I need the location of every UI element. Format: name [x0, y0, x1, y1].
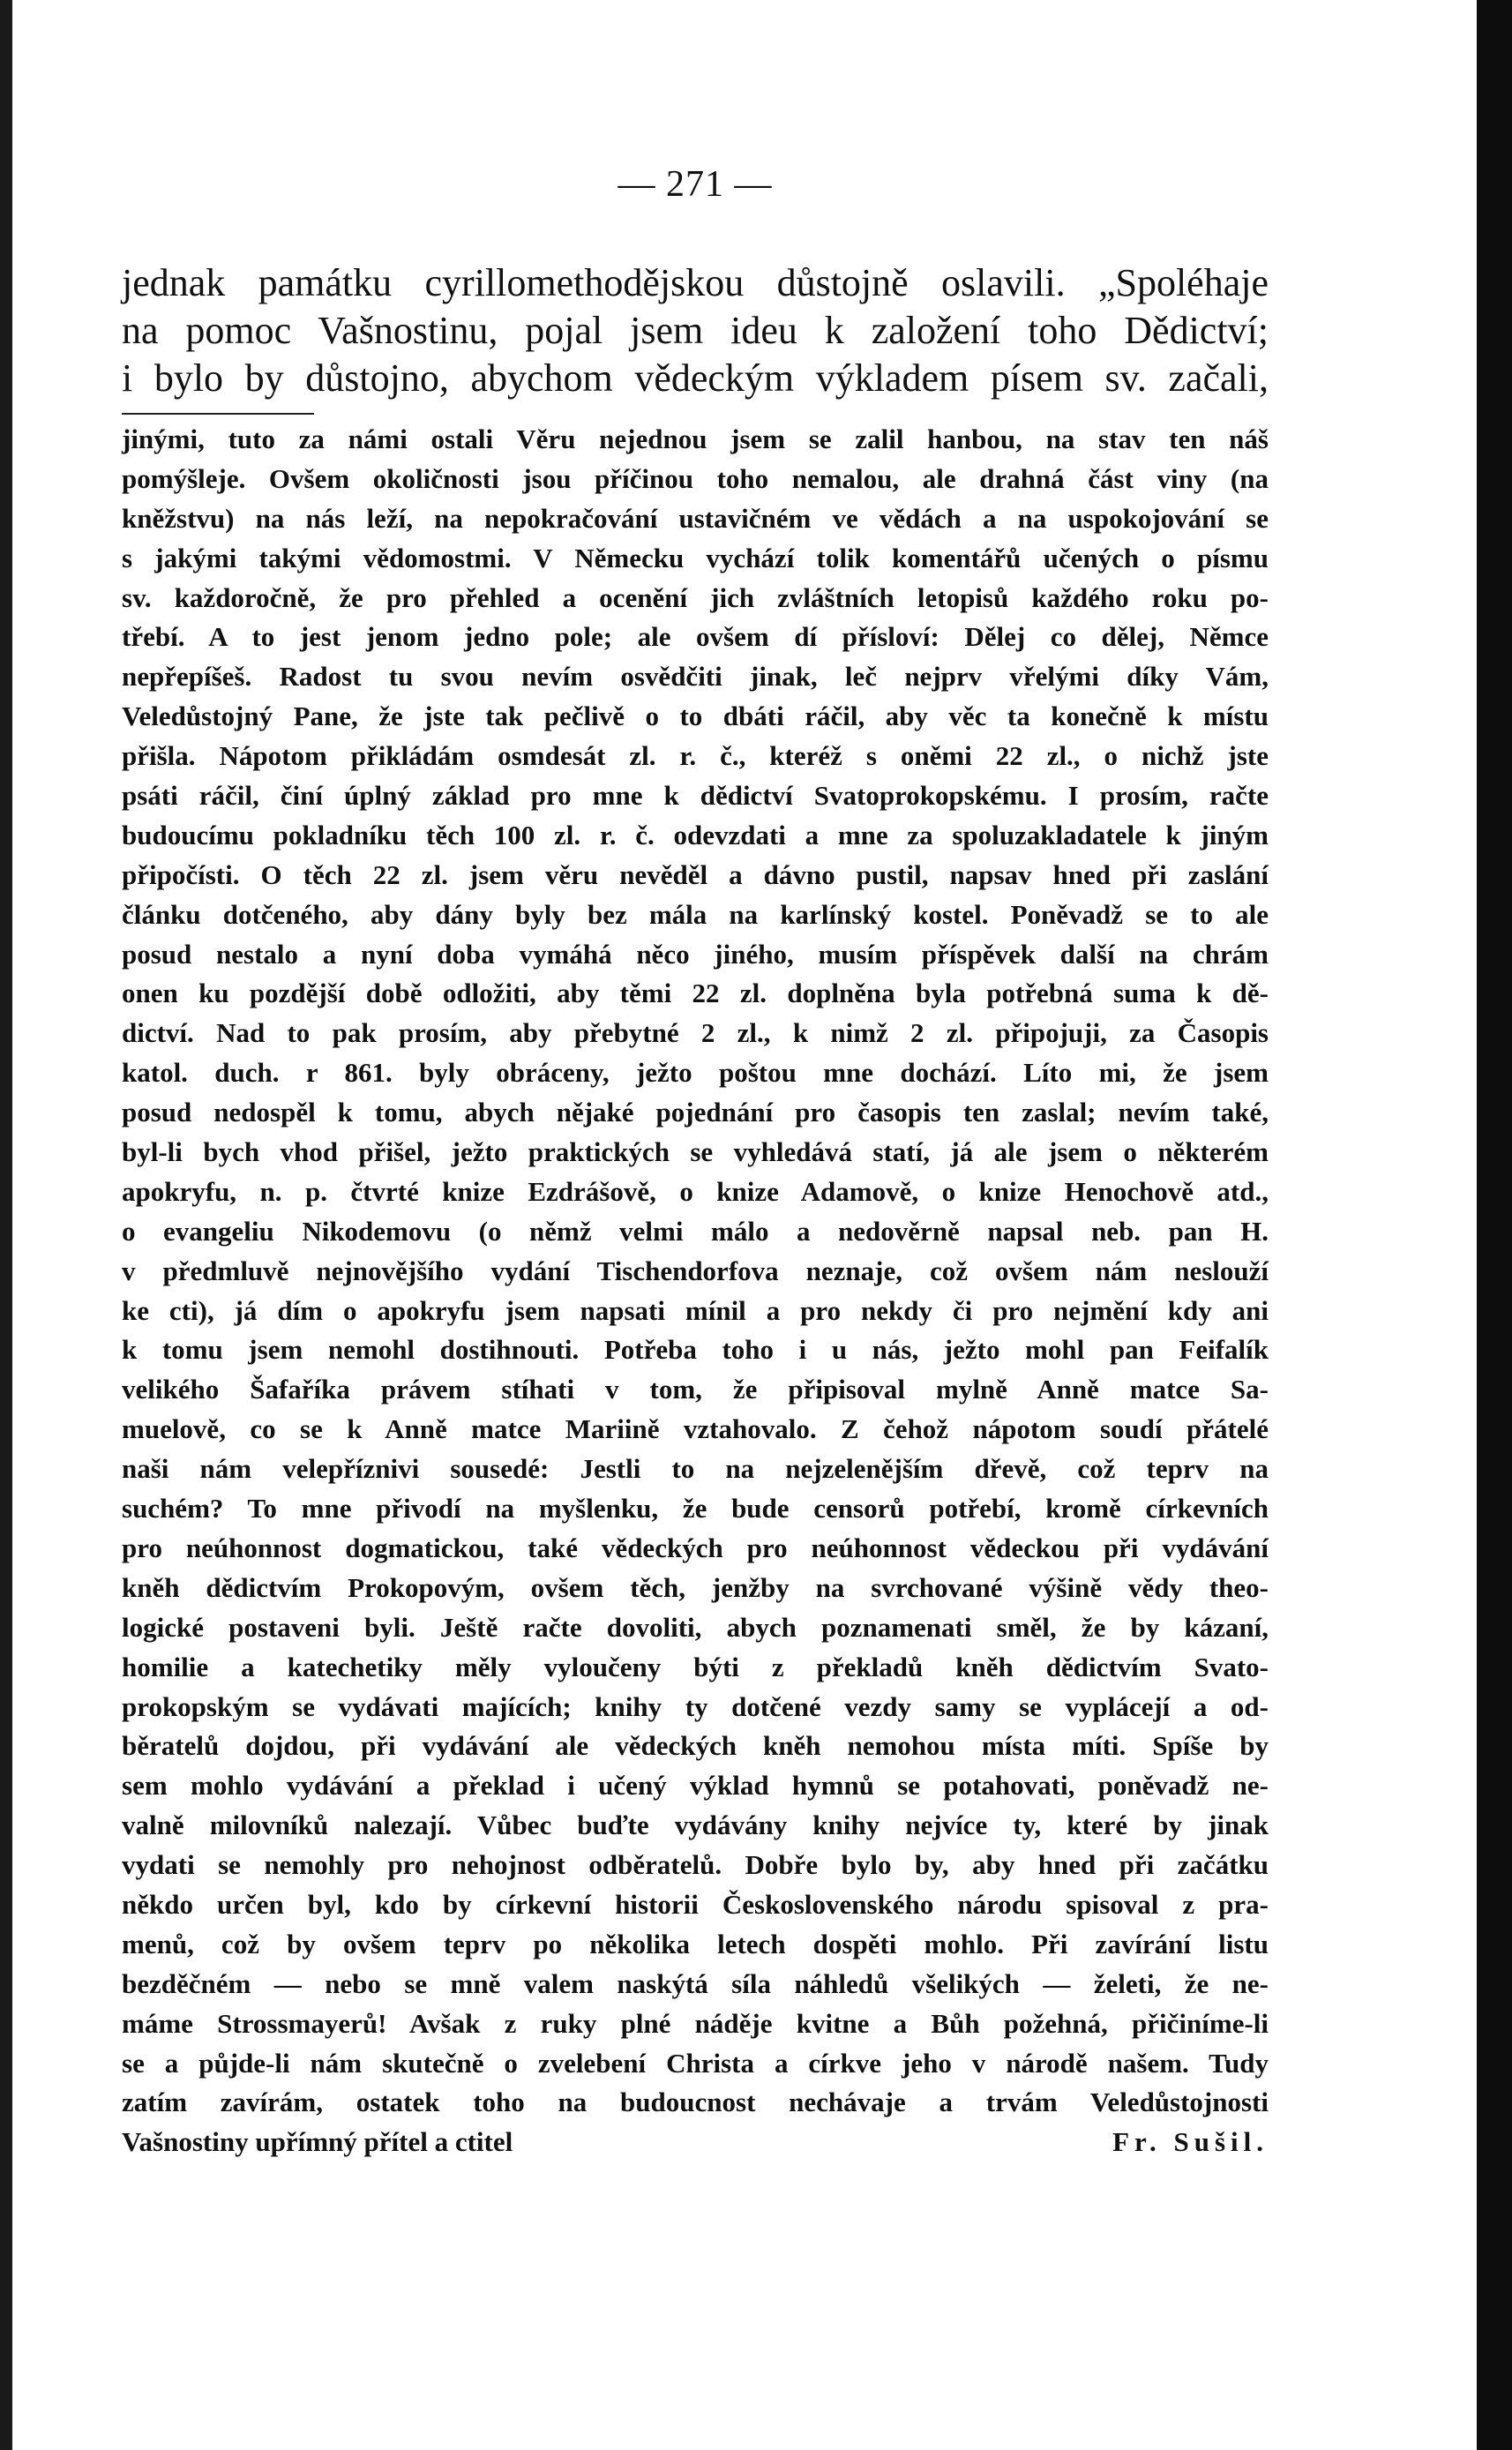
footnote-line: v předmluvě nejnovějšího vydání Tischendorfova neznaje, což ovšem nám neslouží [122, 1255, 1269, 1286]
footnote-line: menů, což by ovšem teprv po několika letech dospěti mohlo. Při zavírání listu [122, 1928, 1269, 1959]
footnote-line: byl-li bych vhod přišel, ježto praktických se vyhledává statí, já ale jsem o některém [122, 1136, 1269, 1168]
footnote-line: k tomu jsem nemohl dostihnouti. Potřeba toho i u nás, ježto mohl pan Feifalík [122, 1334, 1269, 1366]
text-line: i bylo by důstojno, abychom vědeckým výkladem písem sv. začali, [122, 356, 1269, 400]
footnote-line: běratelů dojdou, při vydávání ale vědeckých kněh nemohou místa míti. Spíše by [122, 1730, 1269, 1762]
footnote-line: valně milovníků nalezají. Vůbec buďte vydávány knihy nejvíce ty, které by jinak [122, 1809, 1269, 1841]
footnote-line: přišla. Nápotom přikládám osmdesát zl. r. č., kteréž s oněmi 22 zl., o nichž jste [122, 740, 1269, 772]
footnote-line: jinými, tuto za námi ostali Věru nejednou jsem se zalil hanbou, na stav ten náš [122, 423, 1269, 454]
footnote-line: sem mohlo vydávání a překlad i učený výklad hymnů se potahovati, poněvadž ne- [122, 1770, 1269, 1802]
footnote-line: naši nám velepříznivi sousedé: Jestli to na nejzelenějším dřevě, což teprv na [122, 1453, 1269, 1485]
footnote-line: nepřepíšeš. Radost tu svou nevím osvědčiti jinak, leč nejprv vřelými díky Vám, [122, 661, 1269, 693]
footnote-line: onen ku pozdější době odložiti, aby těmi 22 zl. doplněna byla potřebná suma k dě- [122, 978, 1269, 1009]
footnote-line: připočísti. O těch 22 zl. jsem věru nevěděl a dávno pustil, napsav hned při zaslání [122, 858, 1269, 890]
footnote-separator [122, 413, 314, 415]
footnote-line: homilie a katechetiky měly vyloučeny býti z překladů kněh dědictvím Svato- [122, 1651, 1269, 1682]
footnote-line: bezděčném — nebo se mně valem naskýtá síla náhledů všelikých — želeti, že ne- [122, 1967, 1269, 1999]
author-signature: Fr. Sušil. [1112, 2126, 1269, 2158]
footnote-text [122, 420, 1269, 2162]
closing-salutation: Vašnostiny upřímný přítel a ctitel [122, 2126, 513, 2158]
footnote-line: kněžstvu) na nás leží, na nepokračování ustavičném ve vědách a na uspokojování se [122, 502, 1269, 534]
footnote-line: apokryfu, n. p. čtvrté knize Ezdrášově, o knize Adamově, o knize Henochově atd., [122, 1175, 1269, 1207]
footnote-line: muelově, co se k Anně matce Mariině vztahovalo. Z čehož nápotom soudí přátelé [122, 1413, 1269, 1445]
footnote-line: prokopským se vydávati majících; knihy ty dotčené vezdy samy se vyplácejí a od- [122, 1690, 1269, 1722]
footnote-line: kněh dědictvím Prokopovým, ovšem těch, jenžby na svrchované výšině vědy theo- [122, 1571, 1269, 1603]
footnote-line: posud nedospěl k tomu, abych nějaké pojednání pro časopis ten zaslal; nevím také, [122, 1097, 1269, 1128]
footnote-line: pomýšleje. Ovšem okoličnosti jsou příčinou toho nemalou, ale drahná část viny (na [122, 462, 1269, 494]
footnote-line: máme Strossmayerů! Avšak z ruky plné náděje kvitne a Bůh požehná, přičiníme-li [122, 2007, 1269, 2039]
footnote-line: třebí. A to jest jenom jedno pole; ale ovšem dí přísloví: Dělej co dělej, Němce [122, 621, 1269, 653]
footnote-line: vydati se nemohly pro nehojnost odběratelů. Dobře bylo by, aby hned při začátku [122, 1849, 1269, 1881]
footnote-line: ke cti), já dím o apokryfu jsem napsati mínil a pro nekdy či pro nejmění kdy ani [122, 1294, 1269, 1326]
text-line: jednak památku cyrillomethodějskou důstojně oslavili. „Spoléhaje [122, 261, 1269, 304]
footnote-line: někdo určen byl, kdo by církevní historii Československého národu spisoval z pra- [122, 1888, 1269, 1920]
footnote-line: se a půjde-li nám skutečně o zvelebení Christa a církve jeho v národě našem. Tudy [122, 2047, 1269, 2079]
closing-line [122, 2123, 1269, 2162]
scan-border-right [1477, 0, 1512, 2450]
footnote-line: zatím zavírám, ostatek toho na budoucnost nechávaje a trvám Veledůstojnosti [122, 2087, 1269, 2118]
main-text [122, 259, 1269, 402]
footnote-line: s jakými takými vědomostmi. V Německu vychází tolik komentářů učených o písmu [122, 542, 1269, 573]
footnote-line: Veledůstojný Pane, že jste tak pečlivě o to dbáti ráčil, aby věc ta konečně k místu [122, 701, 1269, 732]
text-line: na pomoc Vašnostinu, pojal jsem ideu k založení toho Dědictví; [122, 309, 1269, 352]
document-page [122, 0, 1269, 2450]
footnote-line: pro neúhonnost dogmatickou, také vědeckých pro neúhonnost vědeckou při vydávání [122, 1532, 1269, 1563]
footnote-line: sv. každoročně, že pro přehled a ocenění jich zvláštních letopisů každého roku po- [122, 581, 1269, 613]
footnote-line: velikého Šafaříka právem stíhati v tom, že připisoval mylně Anně matce Sa- [122, 1374, 1269, 1405]
footnote-line: katol. duch. r 861. byly obráceny, ježto poštou mne dochází. Líto mi, že jsem [122, 1057, 1269, 1089]
footnote-line: budoucímu pokladníku těch 100 zl. r. č. odevzdati a mne za spoluzakladatele k jiným [122, 819, 1269, 850]
footnote-line: o evangeliu Nikodemovu (o němž velmi málo a nedověrně napsal neb. pan H. [122, 1215, 1269, 1247]
footnote-line: psáti ráčil, činí úplný základ pro mne k dědictví Svatoprokopskému. I prosím, račte [122, 780, 1269, 812]
page-number: — 271 — [618, 164, 773, 205]
footnote-line: logické postaveni byli. Ještě račte dovoliti, abych poznamenati směl, že by kázaní, [122, 1611, 1269, 1643]
footnote-line: posud nestalo a nyní doba vymáhá něco jiného, musím příspěvek další na chrám [122, 938, 1269, 970]
footnote-line: článku dotčeného, aby dány byly bez mála na karlínský kostel. Poněvadž se to ale [122, 898, 1269, 930]
footnote-line: suchém? To mne přivodí na myšlenku, že bude censorů potřebí, kromě církevních [122, 1493, 1269, 1525]
footnote-line: dictví. Nad to pak prosím, aby přebytné 2 zl., k nimž 2 zl. připojuji, za Časopis [122, 1017, 1269, 1049]
scan-border-left [0, 0, 12, 2450]
